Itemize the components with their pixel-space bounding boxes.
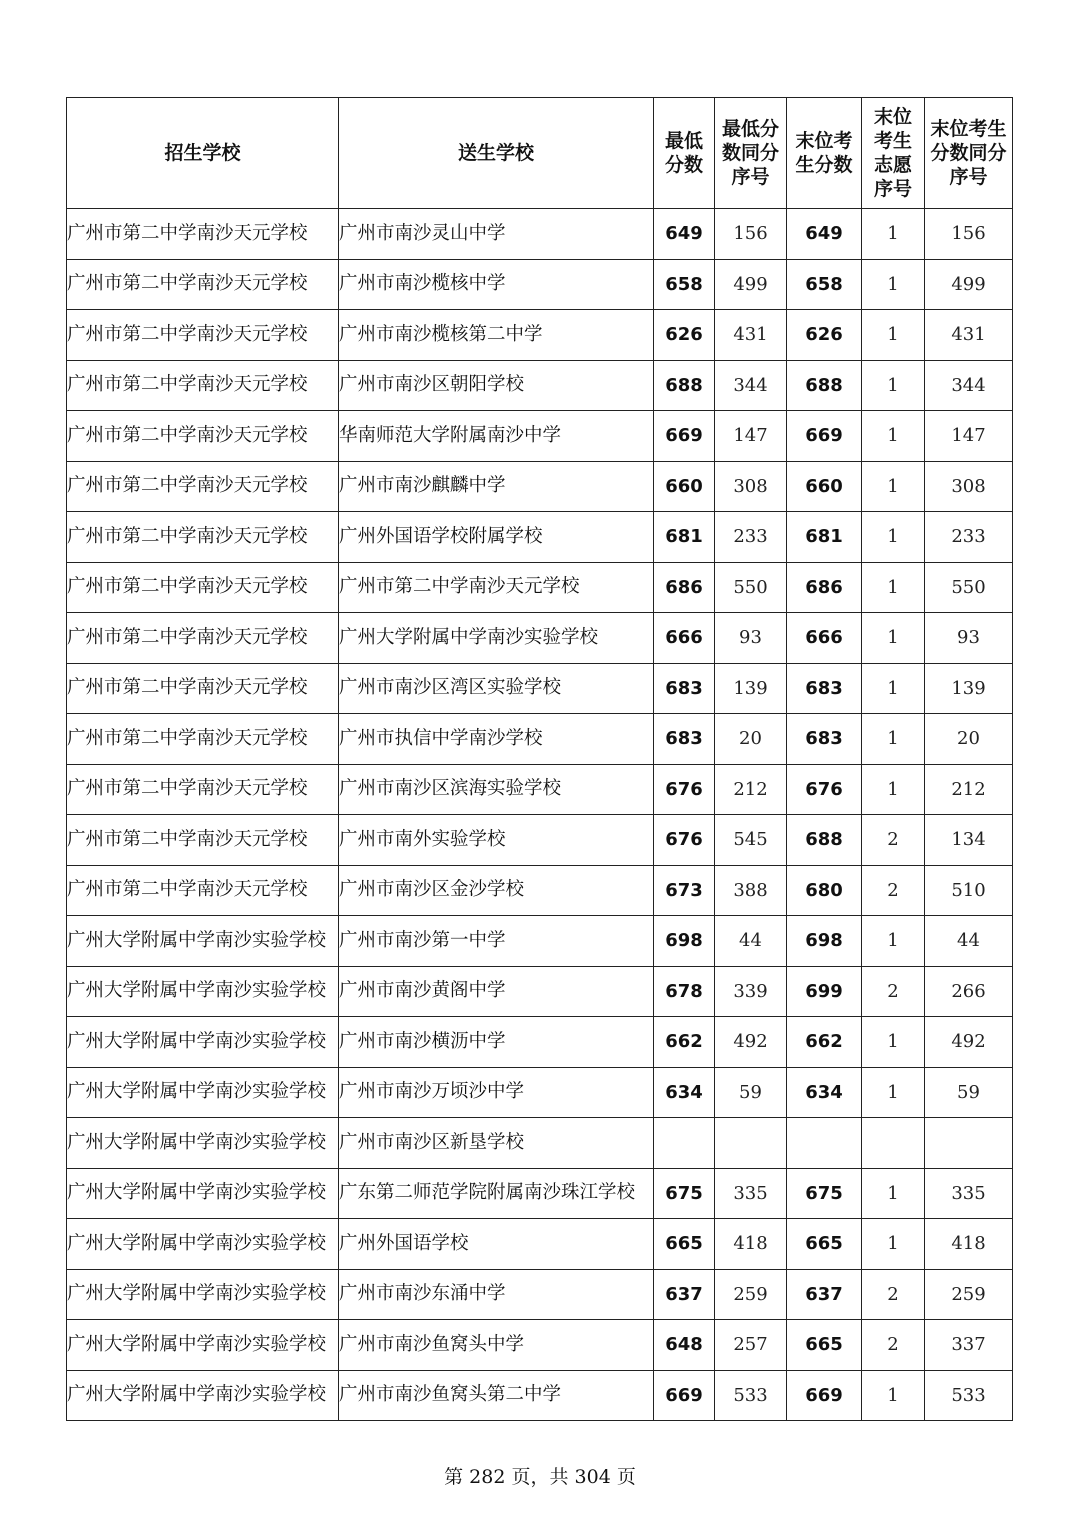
min-score-rank-cell: 147 (715, 411, 787, 462)
last-rank-cell: 337 (925, 1320, 1013, 1371)
last-score-cell (787, 1118, 862, 1169)
header-min-score: 最低分数 (654, 98, 715, 209)
min-score-cell: 637 (654, 1269, 715, 1320)
min-score-cell (654, 1118, 715, 1169)
last-score-cell: 676 (787, 764, 862, 815)
sending-school-cell: 广州大学附属中学南沙实验学校 (339, 613, 654, 664)
sending-school-cell: 广州市南沙区新垦学校 (339, 1118, 654, 1169)
recruiting-school-cell: 广州市第二中学南沙天元学校 (67, 512, 339, 563)
recruiting-school-cell: 广州市第二中学南沙天元学校 (67, 209, 339, 260)
sending-school-cell: 广东第二师范学院附属南沙珠江学校 (339, 1168, 654, 1219)
table-row (67, 1219, 1013, 1270)
last-volunteer-cell: 1 (862, 764, 925, 815)
table-row (67, 411, 1013, 462)
last-volunteer-cell: 2 (862, 1269, 925, 1320)
min-score-rank-cell (715, 1118, 787, 1169)
table-row (67, 1017, 1013, 1068)
table-row (67, 764, 1013, 815)
last-rank-cell: 20 (925, 714, 1013, 765)
min-score-cell: 675 (654, 1168, 715, 1219)
min-score-rank-cell: 44 (715, 916, 787, 967)
table-row (67, 512, 1013, 563)
min-score-rank-cell: 492 (715, 1017, 787, 1068)
last-volunteer-cell: 1 (862, 461, 925, 512)
header-last-rank: 末位考生分数同分序号 (925, 98, 1013, 209)
sending-school-cell: 广州市南沙鱼窝头第二中学 (339, 1370, 654, 1421)
sending-school-cell: 广州市南沙东涌中学 (339, 1269, 654, 1320)
table-row (67, 360, 1013, 411)
last-score-cell: 683 (787, 663, 862, 714)
min-score-cell: 626 (654, 310, 715, 361)
last-volunteer-cell: 1 (862, 562, 925, 613)
table-row (67, 916, 1013, 967)
sending-school-cell: 广州市第二中学南沙天元学校 (339, 562, 654, 613)
last-rank-cell: 308 (925, 461, 1013, 512)
recruiting-school-cell: 广州市第二中学南沙天元学校 (67, 815, 339, 866)
min-score-rank-cell: 550 (715, 562, 787, 613)
last-rank-cell (925, 1118, 1013, 1169)
last-score-cell: 699 (787, 966, 862, 1017)
min-score-cell: 698 (654, 916, 715, 967)
table-row (67, 259, 1013, 310)
sending-school-cell: 广州市南沙麒麟中学 (339, 461, 654, 512)
header-sending-school: 送生学校 (339, 98, 654, 209)
min-score-rank-cell: 233 (715, 512, 787, 563)
recruiting-school-cell: 广州市第二中学南沙天元学校 (67, 310, 339, 361)
recruiting-school-cell: 广州市第二中学南沙天元学校 (67, 613, 339, 664)
sending-school-cell: 广州市南沙区金沙学校 (339, 865, 654, 916)
min-score-cell: 676 (654, 815, 715, 866)
last-rank-cell: 266 (925, 966, 1013, 1017)
table-row (67, 209, 1013, 260)
last-volunteer-cell: 2 (862, 865, 925, 916)
last-volunteer-cell: 2 (862, 815, 925, 866)
sending-school-cell: 广州市南沙第一中学 (339, 916, 654, 967)
last-score-cell: 626 (787, 310, 862, 361)
table-row (67, 1269, 1013, 1320)
last-rank-cell: 510 (925, 865, 1013, 916)
sending-school-cell: 广州市南沙横沥中学 (339, 1017, 654, 1068)
header-min-score-rank: 最低分数同分序号 (715, 98, 787, 209)
last-volunteer-cell: 1 (862, 1168, 925, 1219)
sending-school-cell: 广州市南沙灵山中学 (339, 209, 654, 260)
recruiting-school-cell: 广州市第二中学南沙天元学校 (67, 562, 339, 613)
last-volunteer-cell: 1 (862, 209, 925, 260)
header-last-score: 末位考生分数 (787, 98, 862, 209)
last-score-cell: 637 (787, 1269, 862, 1320)
table-row (67, 1118, 1013, 1169)
last-volunteer-cell: 1 (862, 663, 925, 714)
last-rank-cell: 418 (925, 1219, 1013, 1270)
header-last-volunteer: 末位考生志愿序号 (862, 98, 925, 209)
sending-school-cell: 广州市南沙榄核中学 (339, 259, 654, 310)
page-footer: 第 282 页，共 304 页 (444, 1466, 636, 1488)
last-score-cell: 669 (787, 411, 862, 462)
recruiting-school-cell: 广州大学附属中学南沙实验学校 (67, 1320, 339, 1371)
last-rank-cell: 335 (925, 1168, 1013, 1219)
header-recruiting-school: 招生学校 (67, 98, 339, 209)
min-score-rank-cell: 93 (715, 613, 787, 664)
sending-school-cell: 广州市南外实验学校 (339, 815, 654, 866)
recruiting-school-cell: 广州市第二中学南沙天元学校 (67, 259, 339, 310)
sending-school-cell: 广州市南沙区湾区实验学校 (339, 663, 654, 714)
min-score-rank-cell: 545 (715, 815, 787, 866)
last-volunteer-cell: 1 (862, 714, 925, 765)
last-volunteer-cell: 2 (862, 966, 925, 1017)
min-score-cell: 686 (654, 562, 715, 613)
sending-school-cell: 广州市南沙鱼窝头中学 (339, 1320, 654, 1371)
last-score-cell: 688 (787, 815, 862, 866)
last-rank-cell: 499 (925, 259, 1013, 310)
last-score-cell: 688 (787, 360, 862, 411)
last-rank-cell: 93 (925, 613, 1013, 664)
recruiting-school-cell: 广州市第二中学南沙天元学校 (67, 411, 339, 462)
last-score-cell: 660 (787, 461, 862, 512)
table-row (67, 865, 1013, 916)
recruiting-school-cell: 广州大学附属中学南沙实验学校 (67, 1370, 339, 1421)
recruiting-school-cell: 广州市第二中学南沙天元学校 (67, 461, 339, 512)
recruiting-school-cell: 广州市第二中学南沙天元学校 (67, 714, 339, 765)
sending-school-cell: 广州市南沙区滨海实验学校 (339, 764, 654, 815)
last-score-cell: 665 (787, 1219, 862, 1270)
sending-school-cell: 广州外国语学校附属学校 (339, 512, 654, 563)
last-score-cell: 665 (787, 1320, 862, 1371)
min-score-cell: 665 (654, 1219, 715, 1270)
last-score-cell: 669 (787, 1370, 862, 1421)
recruiting-school-cell: 广州市第二中学南沙天元学校 (67, 663, 339, 714)
min-score-cell: 681 (654, 512, 715, 563)
last-score-cell: 680 (787, 865, 862, 916)
last-rank-cell: 139 (925, 663, 1013, 714)
last-rank-cell: 147 (925, 411, 1013, 462)
recruiting-school-cell: 广州市第二中学南沙天元学校 (67, 764, 339, 815)
min-score-cell: 688 (654, 360, 715, 411)
last-score-cell: 681 (787, 512, 862, 563)
last-volunteer-cell (862, 1118, 925, 1169)
min-score-rank-cell: 533 (715, 1370, 787, 1421)
last-volunteer-cell: 1 (862, 259, 925, 310)
table-row (67, 461, 1013, 512)
sending-school-cell: 广州市执信中学南沙学校 (339, 714, 654, 765)
last-rank-cell: 533 (925, 1370, 1013, 1421)
min-score-cell: 683 (654, 663, 715, 714)
table-row (67, 1168, 1013, 1219)
min-score-cell: 648 (654, 1320, 715, 1371)
recruiting-school-cell: 广州大学附属中学南沙实验学校 (67, 916, 339, 967)
table-row (67, 310, 1013, 361)
min-score-rank-cell: 344 (715, 360, 787, 411)
min-score-cell: 676 (654, 764, 715, 815)
last-rank-cell: 134 (925, 815, 1013, 866)
recruiting-school-cell: 广州大学附属中学南沙实验学校 (67, 1067, 339, 1118)
table-row (67, 613, 1013, 664)
min-score-rank-cell: 418 (715, 1219, 787, 1270)
min-score-cell: 669 (654, 411, 715, 462)
sending-school-cell: 广州市南沙榄核第二中学 (339, 310, 654, 361)
min-score-rank-cell: 431 (715, 310, 787, 361)
last-rank-cell: 44 (925, 916, 1013, 967)
last-volunteer-cell: 1 (862, 1219, 925, 1270)
admission-table (66, 97, 1013, 1421)
last-rank-cell: 431 (925, 310, 1013, 361)
table-row (67, 663, 1013, 714)
last-volunteer-cell: 1 (862, 1067, 925, 1118)
min-score-rank-cell: 308 (715, 461, 787, 512)
header-row (67, 98, 1013, 209)
recruiting-school-cell: 广州市第二中学南沙天元学校 (67, 865, 339, 916)
min-score-cell: 678 (654, 966, 715, 1017)
table-row (67, 815, 1013, 866)
min-score-rank-cell: 335 (715, 1168, 787, 1219)
min-score-rank-cell: 259 (715, 1269, 787, 1320)
last-volunteer-cell: 1 (862, 310, 925, 361)
last-rank-cell: 59 (925, 1067, 1013, 1118)
recruiting-school-cell: 广州大学附属中学南沙实验学校 (67, 966, 339, 1017)
min-score-cell: 662 (654, 1017, 715, 1068)
last-score-cell: 634 (787, 1067, 862, 1118)
sending-school-cell: 广州市南沙黄阁中学 (339, 966, 654, 1017)
min-score-rank-cell: 59 (715, 1067, 787, 1118)
last-volunteer-cell: 1 (862, 613, 925, 664)
last-volunteer-cell: 1 (862, 411, 925, 462)
last-volunteer-cell: 1 (862, 1370, 925, 1421)
sending-school-cell: 广州外国语学校 (339, 1219, 654, 1270)
recruiting-school-cell: 广州大学附属中学南沙实验学校 (67, 1219, 339, 1270)
min-score-rank-cell: 339 (715, 966, 787, 1017)
table-row (67, 1067, 1013, 1118)
last-score-cell: 686 (787, 562, 862, 613)
recruiting-school-cell: 广州大学附属中学南沙实验学校 (67, 1269, 339, 1320)
min-score-cell: 666 (654, 613, 715, 664)
table-row (67, 714, 1013, 765)
sending-school-cell: 华南师范大学附属南沙中学 (339, 411, 654, 462)
min-score-cell: 660 (654, 461, 715, 512)
last-rank-cell: 550 (925, 562, 1013, 613)
recruiting-school-cell: 广州大学附属中学南沙实验学校 (67, 1118, 339, 1169)
min-score-rank-cell: 499 (715, 259, 787, 310)
min-score-cell: 673 (654, 865, 715, 916)
min-score-cell: 634 (654, 1067, 715, 1118)
last-rank-cell: 156 (925, 209, 1013, 260)
min-score-rank-cell: 20 (715, 714, 787, 765)
min-score-rank-cell: 388 (715, 865, 787, 916)
recruiting-school-cell: 广州大学附属中学南沙实验学校 (67, 1017, 339, 1068)
recruiting-school-cell: 广州大学附属中学南沙实验学校 (67, 1168, 339, 1219)
sending-school-cell: 广州市南沙万顷沙中学 (339, 1067, 654, 1118)
sending-school-cell: 广州市南沙区朝阳学校 (339, 360, 654, 411)
min-score-cell: 683 (654, 714, 715, 765)
last-score-cell: 649 (787, 209, 862, 260)
last-score-cell: 675 (787, 1168, 862, 1219)
last-rank-cell: 212 (925, 764, 1013, 815)
last-score-cell: 683 (787, 714, 862, 765)
last-score-cell: 662 (787, 1017, 862, 1068)
min-score-rank-cell: 257 (715, 1320, 787, 1371)
last-score-cell: 666 (787, 613, 862, 664)
last-score-cell: 698 (787, 916, 862, 967)
min-score-rank-cell: 139 (715, 663, 787, 714)
last-volunteer-cell: 1 (862, 916, 925, 967)
last-volunteer-cell: 1 (862, 512, 925, 563)
last-score-cell: 658 (787, 259, 862, 310)
last-rank-cell: 233 (925, 512, 1013, 563)
table-body (67, 209, 1013, 1421)
min-score-cell: 649 (654, 209, 715, 260)
last-volunteer-cell: 2 (862, 1320, 925, 1371)
last-rank-cell: 344 (925, 360, 1013, 411)
last-volunteer-cell: 1 (862, 1017, 925, 1068)
table-row (67, 1370, 1013, 1421)
recruiting-school-cell: 广州市第二中学南沙天元学校 (67, 360, 339, 411)
table-row (67, 966, 1013, 1017)
min-score-rank-cell: 156 (715, 209, 787, 260)
last-rank-cell: 492 (925, 1017, 1013, 1068)
min-score-cell: 669 (654, 1370, 715, 1421)
table-row (67, 1320, 1013, 1371)
min-score-cell: 658 (654, 259, 715, 310)
min-score-rank-cell: 212 (715, 764, 787, 815)
last-rank-cell: 259 (925, 1269, 1013, 1320)
table-row (67, 562, 1013, 613)
last-volunteer-cell: 1 (862, 360, 925, 411)
